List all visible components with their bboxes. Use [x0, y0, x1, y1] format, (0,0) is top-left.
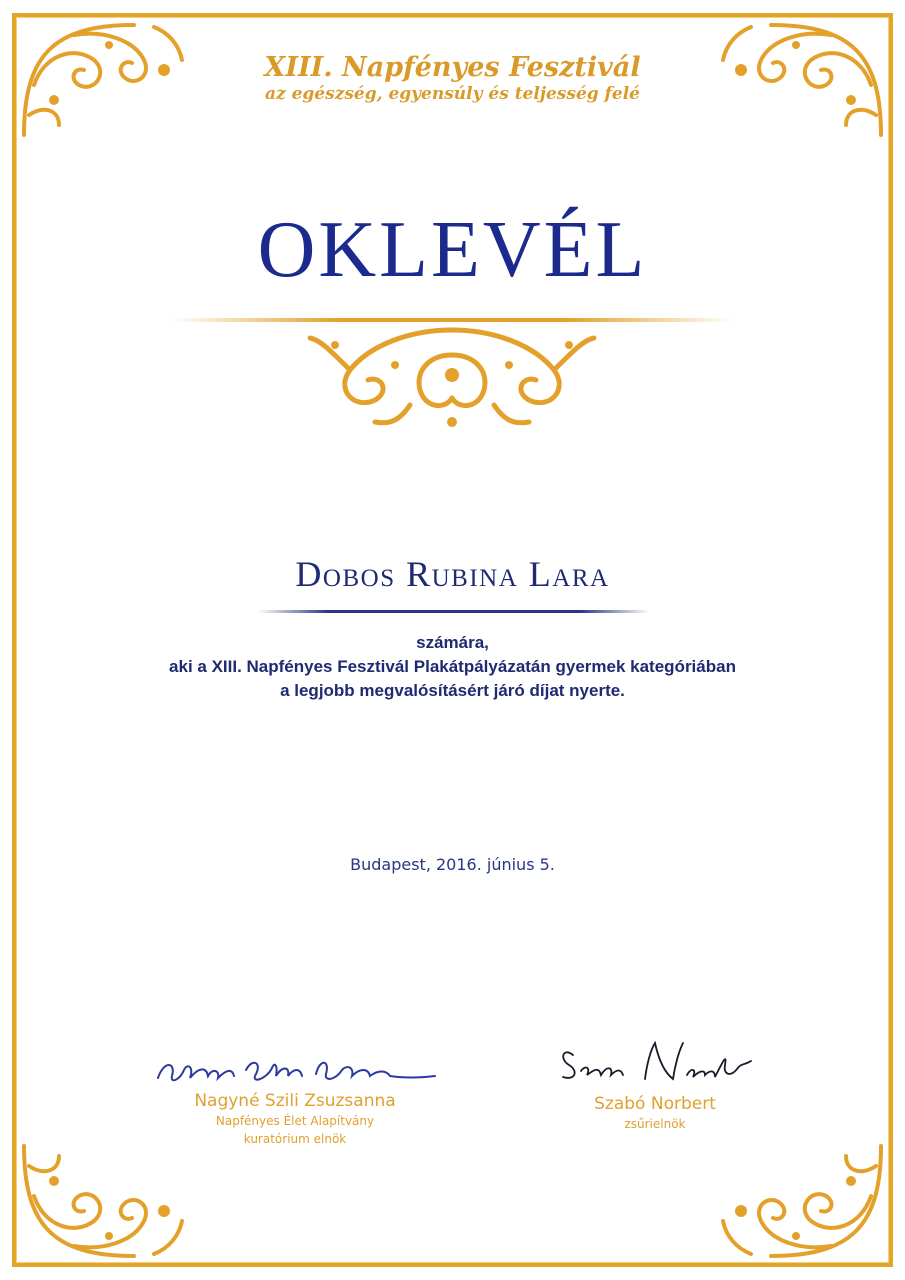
award-text-line-1: számára,	[416, 633, 489, 652]
award-text	[0, 631, 905, 703]
corner-ornament-bottom-right	[711, 1136, 891, 1266]
ornamental-divider	[170, 310, 735, 440]
award-text-line-3: a legjobb megvalósításért járó díjat nyerte.	[280, 681, 625, 700]
signer-role-left-2: kuratórium elnök	[243, 1132, 347, 1146]
handwritten-signature-right	[555, 1035, 755, 1093]
signer-role-right: zsűrielnök	[624, 1117, 686, 1131]
signer-role-left-1: Napfényes Élet Alapítvány	[215, 1114, 375, 1128]
place-date: Budapest, 2016. június 5.	[350, 855, 555, 874]
recipient-name: Dobos Rubina Lara	[295, 554, 610, 594]
signature-block-right	[520, 1035, 790, 1133]
award-text-line-2: aki a XIII. Napfényes Fesztivál Plakátpályázatán gyermek kategóriában	[169, 657, 736, 676]
festival-title: XIII. Napfényes Fesztivál	[264, 52, 641, 83]
signer-name-right: Szabó Norbert	[594, 1094, 716, 1114]
corner-ornament-bottom-left	[14, 1136, 194, 1266]
signer-name-left: Nagyné Szili Zsuzsanna	[194, 1091, 396, 1111]
signature-block-left	[145, 1040, 445, 1148]
festival-motto: az egészség, egyensúly és teljesség felé	[265, 84, 640, 104]
handwritten-signature-left	[150, 1040, 440, 1090]
name-underline	[258, 610, 650, 613]
certificate-title: OKLEVÉL	[257, 206, 648, 294]
festival-header	[0, 52, 905, 104]
